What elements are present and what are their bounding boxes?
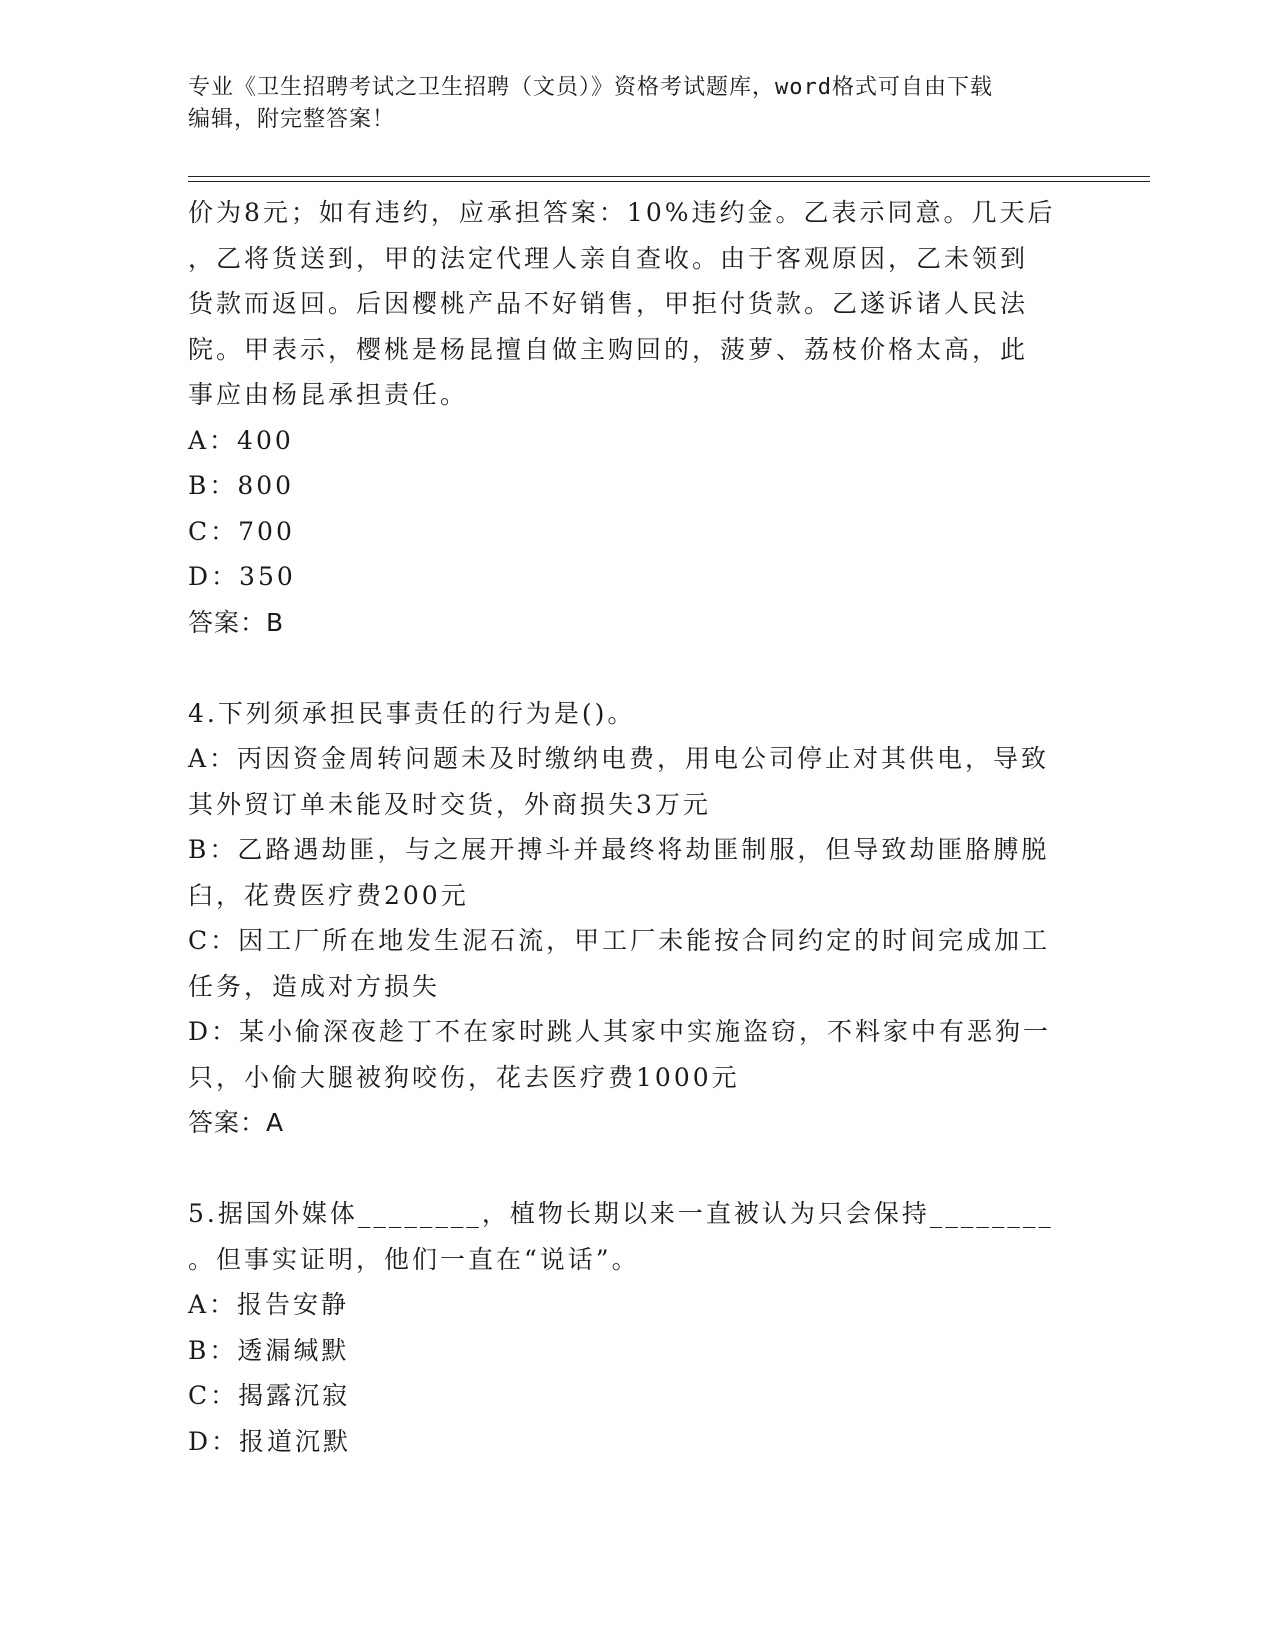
document-header (188, 72, 1088, 136)
q4-option-line-3: B：乙路遇劫匪，与之展开搏斗并最终将劫匪制服，但导致劫匪胳膊脱 (188, 835, 1050, 864)
q3-option-a: A：400 (188, 425, 294, 455)
spacer (188, 645, 1088, 691)
q3-text-line-3: 货款而返回。后因樱桃产品不好销售，甲拒付货款。乙遂诉诸人民法 (188, 289, 1029, 318)
q3-option-b: B：800 (188, 471, 295, 500)
q3-text-line-4: 院。甲表示，樱桃是杨昆擅自做主购回的，菠萝、荔枝价格太高，此 (188, 334, 1029, 364)
document-body (188, 190, 1088, 1464)
q4-option-line-7: D：某小偷深夜趁丁不在家时跳人其家中实施盗窃，不料家中有恶狗一 (188, 1017, 1052, 1046)
q3-option-d: D：350 (188, 562, 296, 591)
q4-option-line-1: A：丙因资金周转问题未及时缴纳电费，用电公司停止对其供电，导致 (188, 744, 1050, 773)
q4-stem: 4.下列须承担民事责任的行为是()。 (188, 698, 636, 728)
spacer (188, 1146, 1088, 1192)
q3-text-line-2: ，乙将货送到，甲的法定代理人亲自查收。由于客观原因，乙未领到 (188, 243, 1029, 273)
q5-option-c: C：揭露沉寂 (188, 1381, 351, 1410)
q4-option-line-4: 臼，花费医疗费200元 (188, 880, 469, 910)
question-3 (188, 190, 1088, 645)
q3-text-line-1: 价为8元；如有违约，应承担答案：10%违约金。乙表示同意。几天后 (188, 198, 1056, 227)
q4-option-line-6: 任务，造成对方损失 (188, 971, 441, 1001)
q4-option-line-8: 只，小偷大腿被狗咬伤，花去医疗费1000元 (188, 1062, 740, 1092)
q4-answer: 答案：A (188, 1108, 285, 1137)
header-line-2: 编辑，附完整答案！ (188, 107, 396, 132)
header-rule-top (188, 176, 1150, 177)
question-5 (188, 1191, 1088, 1464)
q4-option-line-2: 其外贸订单未能及时交货，外商损失3万元 (188, 789, 711, 819)
question-4 (188, 691, 1088, 1146)
header-rule-bottom (188, 181, 1150, 182)
q3-answer: 答案：B (188, 607, 285, 637)
q5-option-b: B：透漏缄默 (188, 1335, 350, 1365)
q3-option-c: C：700 (188, 516, 295, 546)
q4-option-line-5: C：因工厂所在地发生泥石流，甲工厂未能按合同约定的时间完成加工 (188, 926, 1051, 955)
q5-option-a: A：报告安静 (188, 1290, 350, 1319)
q5-stem-line-1: 5.据国外媒体________，植物长期以来一直被认为只会保持________ (188, 1199, 1054, 1228)
header-line-1: 专业《卫生招聘考试之卫生招聘（文员）》资格考试题库，word格式可自由下载 (188, 75, 993, 100)
q5-stem-line-2: 。但事实证明，他们一直在“说话”。 (188, 1244, 640, 1274)
q3-text-line-5: 事应由杨昆承担责任。 (188, 380, 469, 409)
q5-option-d: D：报道沉默 (188, 1426, 352, 1456)
